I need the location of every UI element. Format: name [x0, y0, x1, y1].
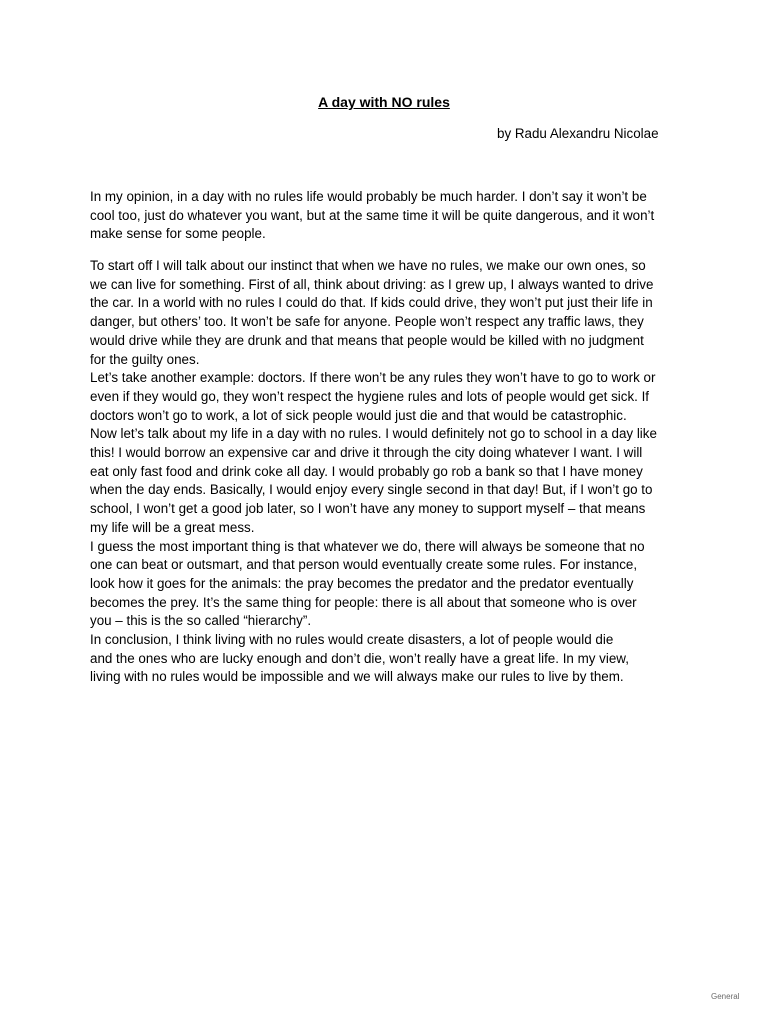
author-byline: by Radu Alexandru Nicolae [497, 126, 659, 141]
document-title: A day with NO rules [318, 94, 450, 110]
paragraph-body: To start off I will talk about our instinct that when we have no rules, we make our own ones, so we can live for something. First of all, think about driving: as I grew up, I always wanted to drive the car. In a world with no rules I could do that. If kids could drive, they won’t put just their life in danger, but others’ too. It won’t be safe for anyone. People won’t respect any traffic laws, they would drive while they are drunk and that means that people would be killed with no judgment for the guilty ones. Let’s take another example: doctors. If there won’t be any rules they won’t have to go to work or even if they would go, they won’t respect the hygiene rules and lots of people would get sick. If doctors won’t go to work, a lot of sick people would just die and that would be catastrophic. Now let’s talk about my life in a day with no rules. I would definitely not go to school in a day like this! I would borrow an expensive car and drive it through the city doing whatever I want. I will eat only fast food and drink coke all day. I would probably go rob a bank so that I have money when the day ends. Basically, I would enjoy every single second in that day! But, if I won’t go to school, I won’t get a good job later, so I won’t have any money to support myself – that means my life will be a great mess. I guess the most important thing is that whatever we do, there will always be someone that no one can beat or outsmart, and that person would eventually create some rules. For instance, look how it goes for the animals: the pray becomes the predator and the predator eventually becomes the prey. It’s the same thing for people: there is all about that someone who is over you – this is the so called “hierarchy”. In conclusion, I think living with no rules would create disasters, a lot of people would die and the ones who are lucky enough and don’t die, won’t really have a great life. In my view, living with no rules would be impossible and we will always make our rules to live by them. [90, 258, 657, 685]
sensitivity-label: General [711, 992, 740, 1001]
paragraph-intro: In my opinion, in a day with no rules life would probably be much harder. I don’t say it won’t be cool too, just do whatever you want, but at the same time it will be quite dangerous, and it won’t make sense for some people. [90, 189, 655, 242]
